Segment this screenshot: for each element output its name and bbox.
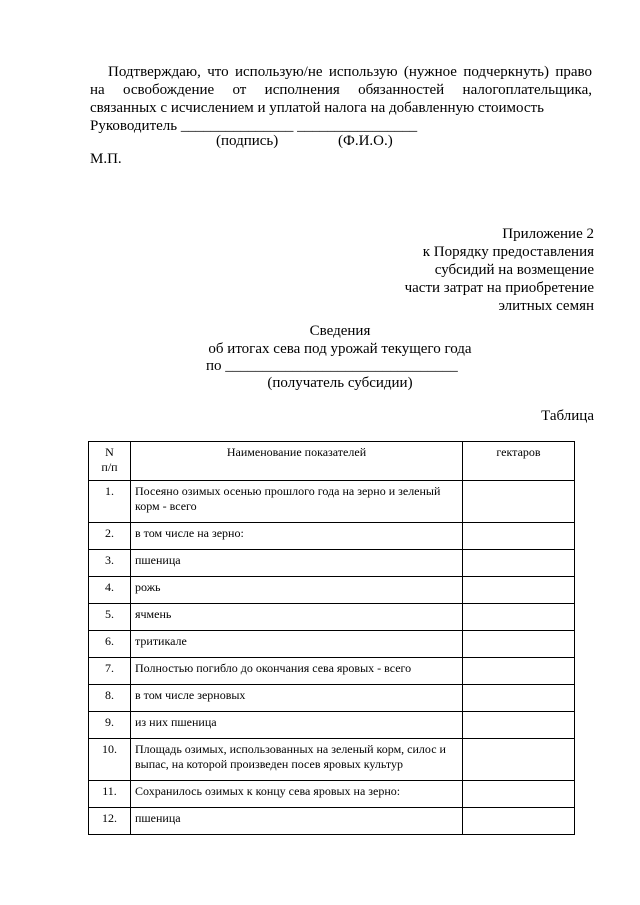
name-caption: (Ф.И.О.) — [338, 133, 393, 149]
table-row — [89, 781, 575, 808]
row-number: 4. — [89, 577, 131, 604]
row-hectares-value[interactable] — [463, 739, 575, 781]
row-indicator-name: тритикале — [131, 631, 463, 658]
report-subtitle: об итогах сева под урожай текущего года — [208, 341, 472, 357]
header-value: гектаров — [463, 442, 575, 481]
report-by-row — [206, 357, 458, 375]
table-label: Таблица — [541, 408, 594, 424]
row-indicator-name: в том числе зерновых — [131, 685, 463, 712]
report-by-prefix: по — [206, 358, 222, 374]
row-indicator-name: Полностью погибло до окончания сева яровых - всего — [131, 658, 463, 685]
row-number: 5. — [89, 604, 131, 631]
report-by-line: _______________________________ — [225, 358, 458, 374]
appendix-line-4: части затрат на приобретение — [404, 280, 594, 296]
signature-line: _______________ — [180, 118, 294, 134]
appendix-line-3: субсидий на возмещение — [434, 262, 594, 278]
name-line: ________________ — [297, 118, 418, 134]
appendix-line-1: Приложение 2 — [502, 226, 594, 242]
table-row — [89, 550, 575, 577]
header-name: Наименование показателей — [131, 442, 463, 481]
table-row — [89, 685, 575, 712]
row-number: 6. — [89, 631, 131, 658]
row-hectares-value[interactable] — [463, 808, 575, 835]
row-hectares-value[interactable] — [463, 481, 575, 523]
row-indicator-name: в том числе на зерно: — [131, 523, 463, 550]
head-label: Руководитель — [90, 118, 178, 134]
recipient-caption: (получатель субсидии) — [267, 375, 413, 391]
row-number: 10. — [89, 739, 131, 781]
row-number: 12. — [89, 808, 131, 835]
row-number: 7. — [89, 658, 131, 685]
table-row — [89, 712, 575, 739]
appendix-line-2: к Порядку предоставления — [422, 244, 594, 260]
confirmation-line-1: Подтверждаю, что использую/не использую (нужное подчеркнуть) право — [108, 64, 592, 80]
stamp-label: М.П. — [90, 151, 122, 167]
table-row — [89, 739, 575, 781]
confirmation-line-3: связанных с исчислением и уплатой налога на добавленную стоимость — [90, 100, 544, 116]
row-number: 3. — [89, 550, 131, 577]
row-hectares-value[interactable] — [463, 712, 575, 739]
row-indicator-name: рожь — [131, 577, 463, 604]
header-n: N п/п — [89, 442, 131, 481]
row-number: 11. — [89, 781, 131, 808]
table-row — [89, 481, 575, 523]
row-hectares-value[interactable] — [463, 781, 575, 808]
appendix-line-5: элитных семян — [498, 298, 594, 314]
table-row — [89, 631, 575, 658]
row-indicator-name: из них пшеница — [131, 712, 463, 739]
row-hectares-value[interactable] — [463, 577, 575, 604]
confirmation-line-2: на освобождение от исполнения обязанностей налогоплательщика, — [90, 82, 592, 98]
report-title: Сведения — [309, 323, 371, 339]
row-indicator-name: пшеница — [131, 808, 463, 835]
table-row — [89, 808, 575, 835]
row-number: 9. — [89, 712, 131, 739]
signature-caption: (подпись) — [216, 133, 279, 149]
row-hectares-value[interactable] — [463, 550, 575, 577]
row-number: 2. — [89, 523, 131, 550]
table-row — [89, 577, 575, 604]
row-indicator-name: Сохранилось озимых к концу сева яровых на зерно: — [131, 781, 463, 808]
row-indicator-name: ячмень — [131, 604, 463, 631]
row-indicator-name: Посеяно озимых осенью прошлого года на зерно и зеленый корм - всего — [131, 481, 463, 523]
row-hectares-value[interactable] — [463, 604, 575, 631]
indicators-table — [88, 441, 575, 835]
row-hectares-value[interactable] — [463, 523, 575, 550]
row-hectares-value[interactable] — [463, 631, 575, 658]
row-indicator-name: Площадь озимых, использованных на зеленый корм, силос и выпас, на которой произведен посев яровых культур — [131, 739, 463, 781]
table-row — [89, 604, 575, 631]
row-indicator-name: пшеница — [131, 550, 463, 577]
table-row — [89, 658, 575, 685]
row-hectares-value[interactable] — [463, 685, 575, 712]
row-number: 8. — [89, 685, 131, 712]
table-header-row — [89, 442, 575, 481]
row-hectares-value[interactable] — [463, 658, 575, 685]
row-number: 1. — [89, 481, 131, 523]
table-row — [89, 523, 575, 550]
